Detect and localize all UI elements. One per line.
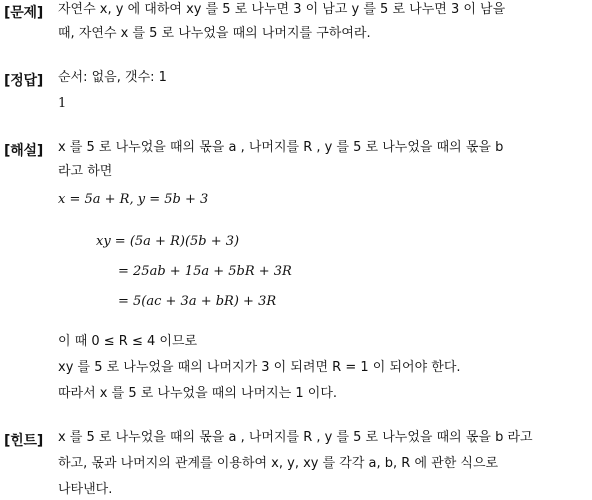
answer-line-2: 1 (58, 96, 67, 111)
solution-line-3: x = 5a + R, y = 5b + 3 (58, 192, 209, 207)
solution-line-6: 따라서 x 를 5 로 나누었을 때의 나머지는 1 이다. (58, 386, 338, 401)
solution-line-5: xy 를 5 로 나누었을 때의 나머지가 3 이 되려면 R = 1 이 되어야 한다. (58, 360, 461, 375)
solution-line-4: 이 때 0 ≤ R ≤ 4 이므로 (58, 334, 198, 349)
problem-tag: [문제] (4, 5, 44, 21)
hint-tag: [힌트] (4, 433, 44, 449)
solution-tag: [해설] (4, 143, 44, 159)
answer-line-1: 순서: 없음, 갯수: 1 (58, 70, 167, 85)
answer-tag: [정답] (4, 73, 44, 89)
hint-line-2: 하고, 몫과 나머지의 관계를 이용하여 x, y, xy 를 각각 a, b, R 에 관한 식으로 (58, 456, 499, 471)
equation-2: = 25ab + 15a + 5bR + 3R (118, 264, 292, 279)
solution-line-1: x 를 5 로 나누었을 때의 몫을 a , 나머지를 R , y 를 5 로 나누었을 때의 몫을 b (58, 140, 504, 155)
equation-1: xy = (5a + R)(5b + 3) (96, 234, 240, 249)
problem-line-2: 때, 자연수 x 를 5 로 나누었을 때의 나머지를 구하여라. (58, 26, 371, 41)
hint-line-3: 나타낸다. (58, 482, 113, 497)
problem-line-1: 자연수 x, y 에 대하여 xy 를 5 로 나누면 3 이 남고 y 를 5 로 나누면 3 이 남을 (58, 2, 506, 17)
hint-line-1: x 를 5 로 나누었을 때의 몫을 a , 나머지를 R , y 를 5 로 나누었을 때의 몫을 b 라고 (58, 430, 533, 445)
solution-line-2: 라고 하면 (58, 164, 113, 179)
equation-3: = 5(ac + 3a + bR) + 3R (118, 294, 277, 309)
